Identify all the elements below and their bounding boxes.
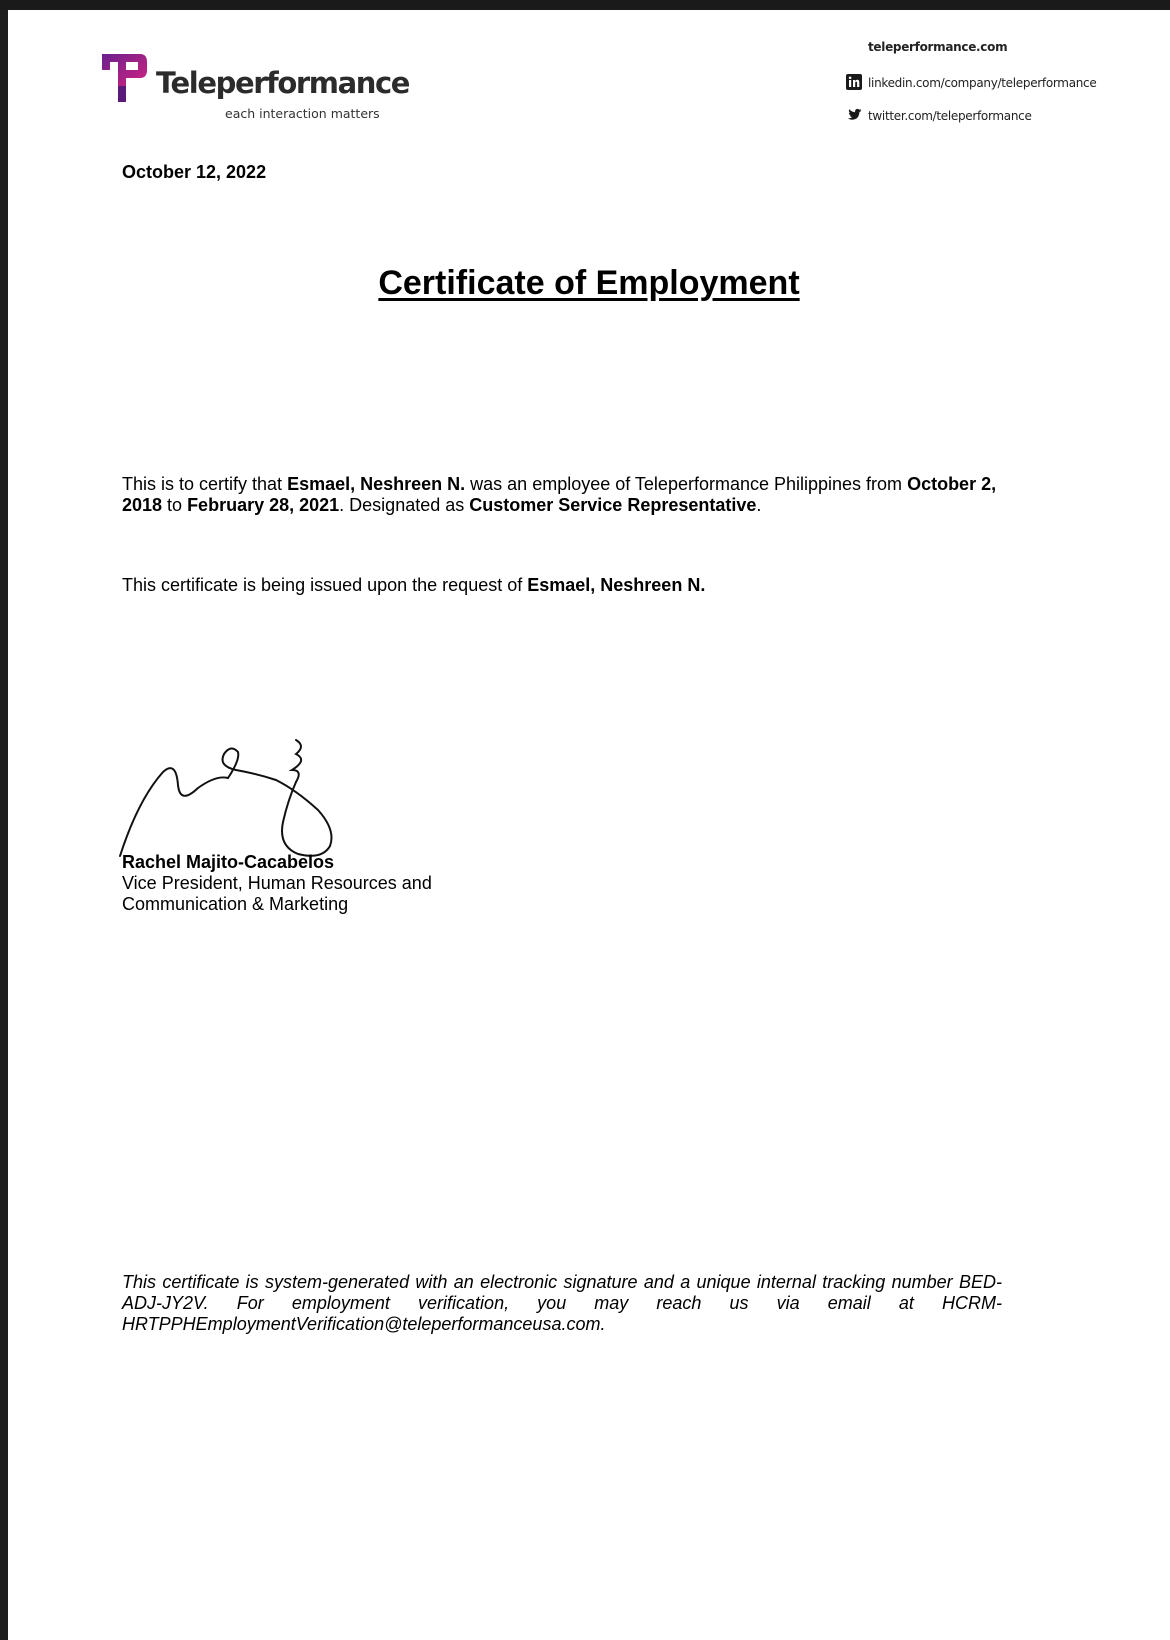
verification-footnote: This certificate is system-generated with an electronic signature and a unique internal tracking number BED-ADJ-JY2V. For employment verification, you may reach us via email at HCRM-HRTPPHEmploymentVerification@teleperformanceusa.com. — [122, 1272, 1002, 1334]
twitter-icon — [846, 107, 862, 123]
document-title: Certificate of Employment — [378, 264, 800, 302]
p1-text-c: to — [162, 495, 188, 515]
p1-text-b: was an employee of Teleperformance Philippines from — [465, 474, 908, 494]
p1-text-e: . — [756, 495, 762, 515]
job-title: Customer Service Representative — [469, 495, 757, 515]
p2-text-a: This certificate is being issued upon the request of — [122, 575, 528, 595]
request-paragraph — [122, 575, 1002, 596]
logo-tagline: each interaction matters — [225, 106, 380, 121]
window-frame — [0, 0, 1170, 10]
website-link[interactable]: teleperformance.com — [868, 40, 1008, 54]
p1-text-d: . Designated as — [339, 495, 470, 515]
start-date: October 2, 2018 — [122, 474, 997, 515]
twitter-url: twitter.com/teleperformance — [868, 109, 1032, 123]
linkedin-icon — [846, 74, 862, 90]
requester-name: Esmael, Neshreen N. — [527, 575, 706, 595]
signatory-title-line-1: Vice President, Human Resources and — [122, 873, 432, 893]
company-logo — [100, 52, 410, 122]
employee-name: Esmael, Neshreen N. — [287, 474, 466, 494]
logo-wordmark: Teleperformance — [156, 66, 410, 100]
signatory-block — [122, 852, 432, 915]
linkedin-link[interactable] — [846, 74, 1096, 90]
end-date: February 28, 2021 — [187, 495, 340, 515]
twitter-link[interactable] — [846, 107, 1032, 123]
certification-paragraph — [122, 474, 1002, 516]
letter-date: October 12, 2022 — [122, 162, 267, 182]
teleperformance-logo-icon — [100, 52, 148, 104]
signatory-title-line-2: Communication & Marketing — [122, 894, 349, 914]
p1-text-a: This is to certify that — [122, 474, 288, 494]
linkedin-url: linkedin.com/company/teleperformance — [868, 76, 1097, 90]
document-page — [8, 10, 1170, 1640]
signature — [118, 730, 368, 860]
signatory-name: Rachel Majito-Cacabelos — [122, 852, 335, 872]
